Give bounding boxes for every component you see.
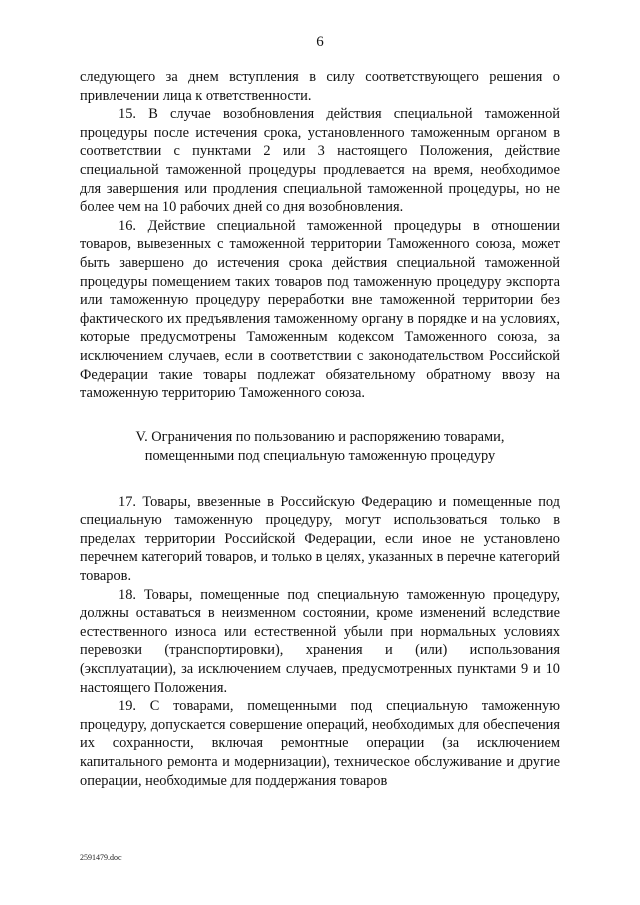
paragraph-18: 18. Товары, помещенные под специальную таможенную процедуру, должны оставаться в неизменном состоянии, кроме изменений вследствие естественного износа или естественной убыли при нормальных условиях перевозки (транспортировки), хранения и (или) использования (эксплуатации), за исключением случаев, предусмотренных пунктами 9 и 10 настоящего Положения. [80, 586, 560, 696]
footer-filename: 2591479.doc [80, 853, 122, 862]
paragraph-15: 15. В случае возобновления действия специальной таможенной процедуры после истечения срока, установленного таможенным органом в соответствии с пунктами 2 или 3 настоящего Положения, действие специальной таможенной процедуры продлевается на время, необходимое для завершения или продления специальной таможенной процедуры, но не более чем на 10 рабочих дней со дня возобновления. [80, 106, 560, 216]
paragraph-17: 17. Товары, ввезенные в Российскую Федерацию и помещенные под специальную таможенную процедуру, могут использоваться только в пределах территории Российской Федерации, если иное не установлено перечнем категорий товаров, и только в целях, указанных в перечне категорий товаров. [80, 493, 561, 585]
section-heading-line-2: помещенными под специальную таможенную процедуру [144, 447, 496, 464]
section-heading-line-1: V. Ограничения по пользованию и распоряжению товарами, [135, 428, 505, 445]
page-number: 6 [316, 34, 324, 50]
paragraph-continuation: следующего за днем вступления в силу соответствующего решения о привлечении лица к ответственности. [80, 69, 560, 104]
paragraph-19: 19. С товарами, помещенными под специальную таможенную процедуру, допускается совершение операций, необходимых для обеспечения их сохранности, включая ремонтные операции (за исключением капитального ремонта и модернизации), техническое обслуживание и другие операции, необходимые для поддержания товаров [80, 698, 560, 789]
document-body [80, 68, 560, 790]
section-heading [80, 428, 560, 466]
paragraph-16: 16. Действие специальной таможенной процедуры в отношении товаров, вывезенных с таможенной территории Таможенного союза, может быть завершено до истечения срока действия специальной таможенной процедуры помещением таких товаров под таможенную процедуру экспорта или таможенную процедуру переработки вне таможенной территории без фактического их предъявления таможенному органу в порядке и на условиях, которые предусмотрены Таможенным кодексом Таможенного союза, за исключением случаев, если в соответствии с законодательством Российской Федерации такие товары подлежат обязательному обратному ввозу на таможенную территорию Таможенного союза. [80, 217, 560, 402]
